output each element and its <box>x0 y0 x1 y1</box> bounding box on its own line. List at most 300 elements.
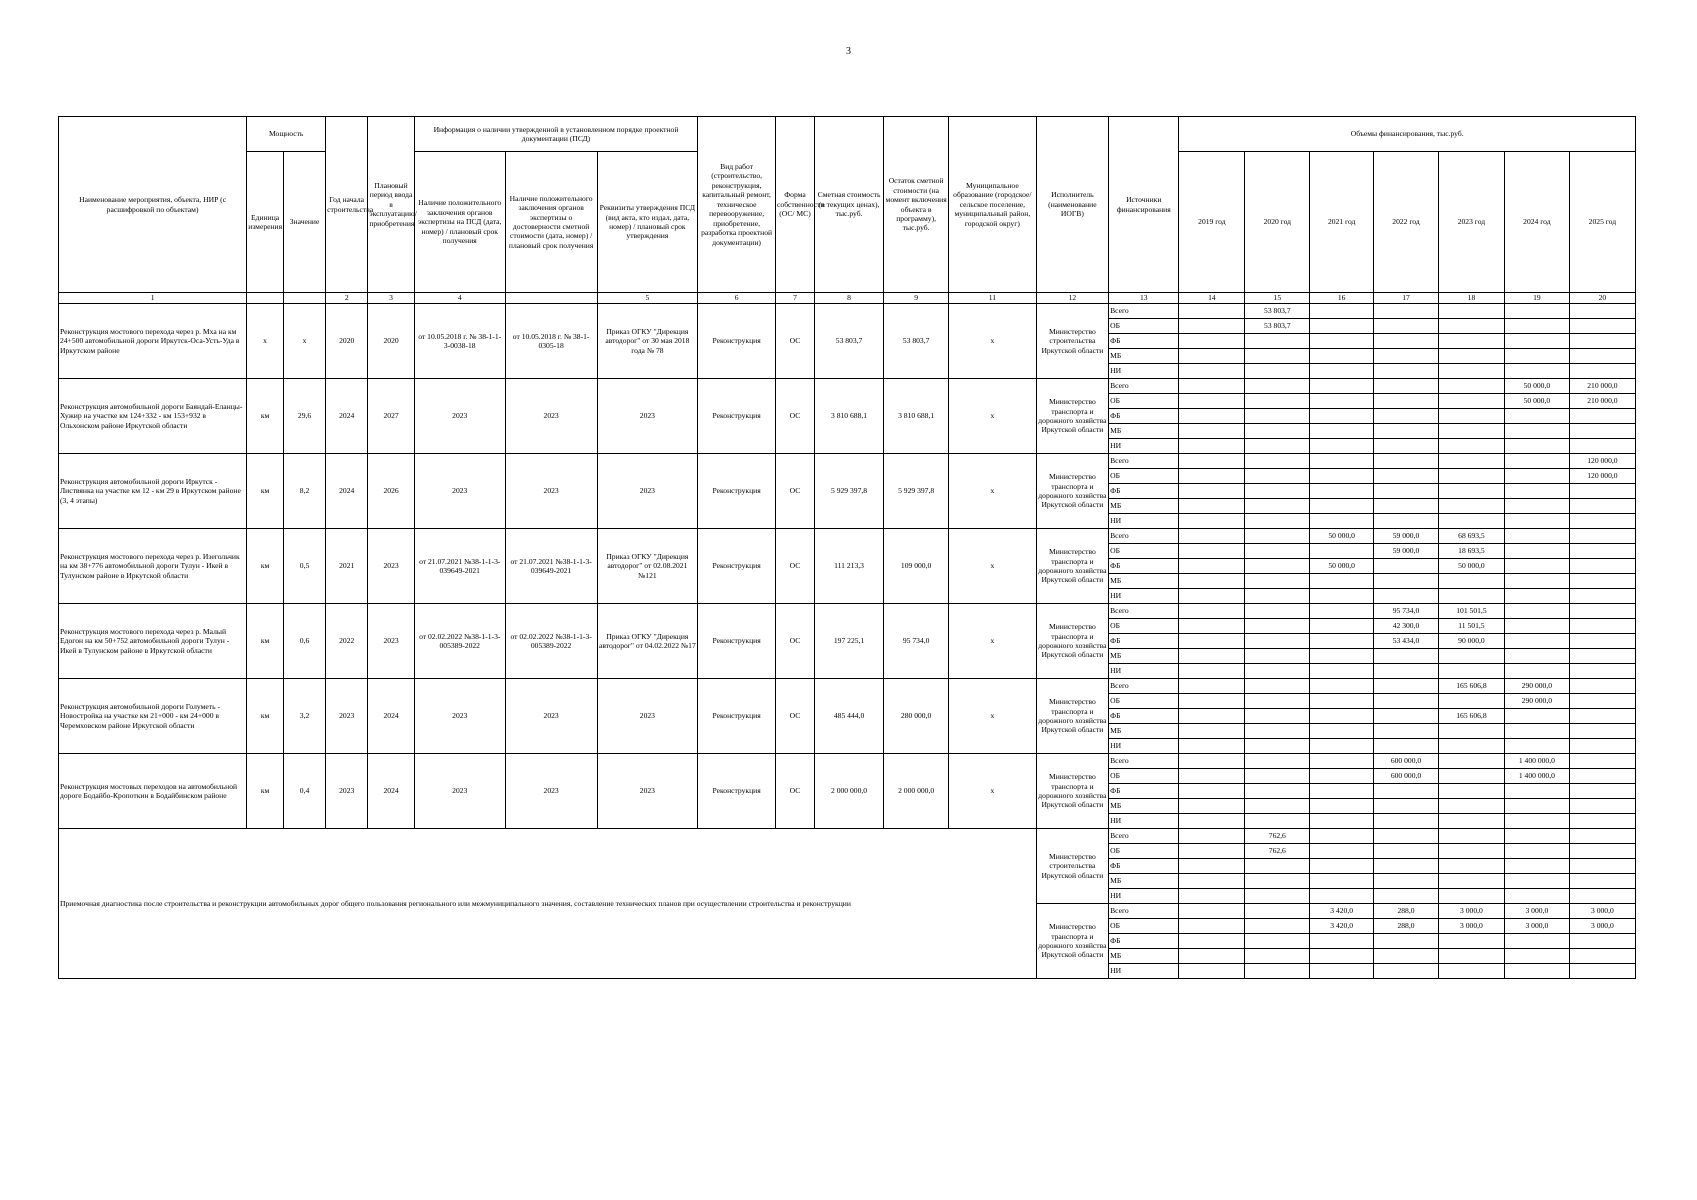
funding-value <box>1310 439 1374 454</box>
funding-value <box>1569 439 1635 454</box>
funding-value: 1 400 000,0 <box>1504 754 1569 769</box>
funding-value <box>1438 769 1504 784</box>
funding-value <box>1245 649 1310 664</box>
funding-value <box>1504 934 1569 949</box>
project-psd-requisites: Приказ ОГКУ "Дирекция автодорог" от 04.02.2022 №17 <box>597 604 698 679</box>
funding-value <box>1179 559 1245 574</box>
funding-value <box>1569 844 1635 859</box>
funding-value <box>1374 814 1439 829</box>
header-psd-info: Информация о наличии утвержденной в установленном порядке проектной документации (ПСД) <box>414 117 697 152</box>
project-executor: Министерство транспорта и дорожного хозяйства Иркутской области <box>1036 529 1108 604</box>
project-estimated-cost: 197 225,1 <box>814 604 883 679</box>
funding-value: 290 000,0 <box>1504 694 1569 709</box>
funding-value <box>1245 889 1310 904</box>
funding-value <box>1310 334 1374 349</box>
funding-value <box>1504 409 1569 424</box>
funding-value <box>1504 499 1569 514</box>
funding-value: 101 501,5 <box>1438 604 1504 619</box>
funding-source-label: Всего <box>1109 904 1179 919</box>
funding-value <box>1179 319 1245 334</box>
funding-value <box>1504 814 1569 829</box>
funding-value <box>1504 604 1569 619</box>
funding-source-label: МБ <box>1109 424 1179 439</box>
diagnostics-name: Приемочная диагностика после строительства и реконструкции автомобильных дорог общего пользования регионального или межмуниципального значения, составление технических планов при осуществлении строительства и реконструкции <box>59 829 1037 979</box>
funding-value <box>1374 349 1439 364</box>
funding-value <box>1310 784 1374 799</box>
funding-value <box>1179 604 1245 619</box>
funding-value <box>1245 454 1310 469</box>
project-executor: Министерство транспорта и дорожного хозяйства Иркутской области <box>1036 679 1108 754</box>
funding-value <box>1245 694 1310 709</box>
project-start-year: 2024 <box>326 454 368 529</box>
funding-source-label: ФБ <box>1109 334 1179 349</box>
funding-value <box>1179 694 1245 709</box>
project-value: 0,5 <box>283 529 325 604</box>
column-index-cell: 6 <box>698 293 776 304</box>
project-plan-period: 2023 <box>368 529 415 604</box>
table-body <box>59 304 1636 979</box>
funding-value <box>1179 904 1245 919</box>
project-estimated-cost: 485 444,0 <box>814 679 883 754</box>
funding-value <box>1569 664 1635 679</box>
column-index-cell: 2 <box>326 293 368 304</box>
funding-value: 3 420,0 <box>1310 904 1374 919</box>
project-ownership: ОС <box>776 679 815 754</box>
project-psd-expert: от 21.07.2021 №38-1-1-3-039649-2021 <box>414 529 505 604</box>
funding-value <box>1438 499 1504 514</box>
funding-value <box>1438 724 1504 739</box>
funding-value <box>1245 799 1310 814</box>
funding-value <box>1179 574 1245 589</box>
funding-value: 42 300,0 <box>1374 619 1439 634</box>
funding-value <box>1245 859 1310 874</box>
funding-source-label: НИ <box>1109 739 1179 754</box>
financing-table <box>58 116 1636 979</box>
funding-value <box>1310 499 1374 514</box>
funding-value <box>1504 724 1569 739</box>
funding-value: 210 000,0 <box>1569 379 1635 394</box>
funding-source-label: НИ <box>1109 664 1179 679</box>
funding-value <box>1245 664 1310 679</box>
funding-value <box>1245 739 1310 754</box>
header-psd-requisites: Реквизиты утверждения ПСД (вид акта, кто издал, дата, номер) / плановый срок утверждения <box>597 152 698 293</box>
funding-value <box>1245 394 1310 409</box>
funding-value <box>1310 694 1374 709</box>
header-ownership: Форма собственности (ОС/ МС) <box>776 117 815 293</box>
project-start-year: 2021 <box>326 529 368 604</box>
funding-value <box>1245 724 1310 739</box>
funding-value <box>1504 589 1569 604</box>
funding-value <box>1245 784 1310 799</box>
funding-value <box>1438 664 1504 679</box>
funding-value <box>1569 874 1635 889</box>
funding-source-label: НИ <box>1109 589 1179 604</box>
project-start-year: 2023 <box>326 754 368 829</box>
funding-value <box>1245 754 1310 769</box>
funding-value <box>1569 499 1635 514</box>
funding-value <box>1245 334 1310 349</box>
project-remaining-cost: 2 000 000,0 <box>884 754 949 829</box>
funding-value <box>1374 889 1439 904</box>
funding-value <box>1179 934 1245 949</box>
project-name: Реконструкция автомобильной дороги Голуметь - Новостройка на участке км 21+000 - км 24+000 в Черемховском районе Иркутской области <box>59 679 247 754</box>
funding-value <box>1438 484 1504 499</box>
funding-value <box>1179 784 1245 799</box>
funding-value <box>1310 664 1374 679</box>
funding-value <box>1504 439 1569 454</box>
funding-value <box>1438 859 1504 874</box>
project-value: 29,6 <box>283 379 325 454</box>
project-plan-period: 2024 <box>368 754 415 829</box>
funding-value <box>1569 799 1635 814</box>
funding-value <box>1438 304 1504 319</box>
column-index-cell: 11 <box>949 293 1037 304</box>
funding-value <box>1374 724 1439 739</box>
funding-value <box>1179 829 1245 844</box>
funding-value <box>1179 334 1245 349</box>
funding-value <box>1374 844 1439 859</box>
funding-value: 165 606,8 <box>1438 679 1504 694</box>
funding-value <box>1310 649 1374 664</box>
project-unit: км <box>247 529 284 604</box>
project-remaining-cost: 5 929 397,8 <box>884 454 949 529</box>
funding-value: 68 693,5 <box>1438 529 1504 544</box>
funding-value: 11 501,5 <box>1438 619 1504 634</box>
project-municipality: х <box>949 454 1037 529</box>
header-sources: Источники финансирования <box>1109 117 1179 293</box>
funding-value <box>1179 739 1245 754</box>
funding-value <box>1569 589 1635 604</box>
project-psd-requisites: 2023 <box>597 679 698 754</box>
funding-value <box>1245 364 1310 379</box>
funding-source-label: НИ <box>1109 439 1179 454</box>
funding-source-label: МБ <box>1109 649 1179 664</box>
column-index-cell: 7 <box>776 293 815 304</box>
project-plan-period: 2027 <box>368 379 415 454</box>
funding-value <box>1569 319 1635 334</box>
funding-value <box>1569 574 1635 589</box>
column-index-cell: 20 <box>1569 293 1635 304</box>
funding-value <box>1374 394 1439 409</box>
funding-value <box>1569 724 1635 739</box>
project-municipality: х <box>949 529 1037 604</box>
page-number: 3 <box>846 46 851 57</box>
funding-value <box>1569 424 1635 439</box>
project-work-type: Реконструкция <box>698 754 776 829</box>
funding-source-label: ФБ <box>1109 484 1179 499</box>
funding-value <box>1374 589 1439 604</box>
funding-value <box>1569 604 1635 619</box>
funding-value <box>1438 934 1504 949</box>
funding-value <box>1374 334 1439 349</box>
funding-value <box>1310 364 1374 379</box>
project-unit: км <box>247 379 284 454</box>
funding-value <box>1179 394 1245 409</box>
funding-value <box>1245 604 1310 619</box>
funding-source-label: ОБ <box>1109 844 1179 859</box>
project-psd-expert: 2023 <box>414 754 505 829</box>
funding-value <box>1438 439 1504 454</box>
funding-source-label: ОБ <box>1109 769 1179 784</box>
funding-value <box>1438 649 1504 664</box>
funding-value <box>1310 829 1374 844</box>
funding-value: 165 606,8 <box>1438 709 1504 724</box>
funding-value <box>1504 334 1569 349</box>
header-start-year: Год начала строительства <box>326 117 368 293</box>
project-executor: Министерство транспорта и дорожного хозяйства Иркутской области <box>1036 454 1108 529</box>
table-row <box>59 754 1636 769</box>
funding-value <box>1374 949 1439 964</box>
project-ownership: ОС <box>776 754 815 829</box>
funding-value <box>1504 844 1569 859</box>
funding-value <box>1179 469 1245 484</box>
funding-value <box>1179 844 1245 859</box>
project-estimated-cost: 111 213,3 <box>814 529 883 604</box>
project-remaining-cost: 109 000,0 <box>884 529 949 604</box>
funding-value <box>1245 514 1310 529</box>
column-index-cell: 17 <box>1374 293 1439 304</box>
funding-value <box>1310 859 1374 874</box>
funding-value <box>1569 529 1635 544</box>
diagnostics-executor: Министерство транспорта и дорожного хозяйства Иркутской области <box>1036 904 1108 979</box>
project-work-type: Реконструкция <box>698 379 776 454</box>
project-remaining-cost: 3 810 688,1 <box>884 379 949 454</box>
funding-value <box>1438 394 1504 409</box>
funding-value <box>1504 739 1569 754</box>
project-municipality: х <box>949 379 1037 454</box>
project-name: Реконструкция мостовых переходов на автомобильной дороге Бодайбо-Кропоткин в Бодайбинском районе <box>59 754 247 829</box>
column-index-cell: 13 <box>1109 293 1179 304</box>
funding-source-label: МБ <box>1109 799 1179 814</box>
funding-value <box>1310 709 1374 724</box>
project-work-type: Реконструкция <box>698 454 776 529</box>
funding-value <box>1374 874 1439 889</box>
funding-source-label: Всего <box>1109 604 1179 619</box>
project-name: Реконструкция мостового перехода через р. Мха на км 24+500 автомобильной дороги Иркутск-Оса-Усть-Уда в Иркутском районе <box>59 304 247 379</box>
funding-value <box>1179 439 1245 454</box>
funding-value: 762,6 <box>1245 844 1310 859</box>
funding-value <box>1374 319 1439 334</box>
funding-value <box>1310 679 1374 694</box>
funding-value <box>1179 379 1245 394</box>
funding-value <box>1245 634 1310 649</box>
funding-value <box>1310 304 1374 319</box>
funding-value <box>1374 799 1439 814</box>
funding-value <box>1569 334 1635 349</box>
funding-value <box>1504 454 1569 469</box>
funding-source-label: ФБ <box>1109 709 1179 724</box>
funding-value <box>1569 694 1635 709</box>
funding-value <box>1179 364 1245 379</box>
funding-value <box>1438 454 1504 469</box>
funding-value <box>1179 769 1245 784</box>
funding-value: 3 000,0 <box>1504 919 1569 934</box>
funding-source-label: Всего <box>1109 679 1179 694</box>
header-work-type: Вид работ (строительство, реконструкция, капитальный ремонт, техническое перевооружение, приобретение, разработка проектной документации) <box>698 117 776 293</box>
project-work-type: Реконструкция <box>698 604 776 679</box>
funding-value <box>1245 904 1310 919</box>
column-index-cell: 4 <box>414 293 505 304</box>
column-index-cell: 8 <box>814 293 883 304</box>
column-index-cell: 3 <box>368 293 415 304</box>
project-name: Реконструкция мостового перехода через р. Малый Едогон на км 50+752 автомобильной дороги Тулун - Икей в Тулунском районе в Иркутской области <box>59 604 247 679</box>
funding-value <box>1179 304 1245 319</box>
funding-value: 90 000,0 <box>1438 634 1504 649</box>
funding-value <box>1438 334 1504 349</box>
table-row <box>59 379 1636 394</box>
funding-value <box>1245 379 1310 394</box>
funding-value <box>1310 934 1374 949</box>
funding-value <box>1179 709 1245 724</box>
project-executor: Министерство строительства Иркутской области <box>1036 304 1108 379</box>
funding-value <box>1504 949 1569 964</box>
funding-source-label: Всего <box>1109 829 1179 844</box>
funding-value <box>1504 424 1569 439</box>
funding-value <box>1569 679 1635 694</box>
column-index-cell: 14 <box>1179 293 1245 304</box>
funding-value <box>1374 574 1439 589</box>
funding-value <box>1374 379 1439 394</box>
funding-value: 288,0 <box>1374 919 1439 934</box>
funding-value <box>1310 964 1374 979</box>
funding-value <box>1374 829 1439 844</box>
project-estimated-cost: 3 810 688,1 <box>814 379 883 454</box>
funding-value <box>1374 739 1439 754</box>
funding-value <box>1438 799 1504 814</box>
funding-value <box>1245 559 1310 574</box>
funding-value: 59 000,0 <box>1374 544 1439 559</box>
funding-value <box>1569 754 1635 769</box>
funding-value <box>1245 874 1310 889</box>
funding-source-label: ФБ <box>1109 634 1179 649</box>
funding-value <box>1245 814 1310 829</box>
funding-value: 600 000,0 <box>1374 769 1439 784</box>
funding-value <box>1569 814 1635 829</box>
funding-value: 53 434,0 <box>1374 634 1439 649</box>
funding-source-label: ОБ <box>1109 694 1179 709</box>
funding-value <box>1504 799 1569 814</box>
funding-value <box>1438 409 1504 424</box>
funding-value <box>1569 889 1635 904</box>
funding-value <box>1374 859 1439 874</box>
funding-value <box>1504 319 1569 334</box>
funding-value <box>1310 394 1374 409</box>
funding-value: 53 803,7 <box>1245 319 1310 334</box>
funding-value <box>1569 514 1635 529</box>
funding-value <box>1504 529 1569 544</box>
funding-value <box>1374 469 1439 484</box>
table-row <box>59 304 1636 319</box>
column-index-cell: 9 <box>884 293 949 304</box>
funding-value <box>1569 634 1635 649</box>
funding-value <box>1245 439 1310 454</box>
project-plan-period: 2023 <box>368 604 415 679</box>
funding-source-label: Всего <box>1109 379 1179 394</box>
header-year-2019: 2019 год <box>1179 152 1245 293</box>
funding-source-label: ФБ <box>1109 784 1179 799</box>
funding-value <box>1438 964 1504 979</box>
funding-value <box>1310 589 1374 604</box>
header-psd-cost-expert: Наличие положительного заключения органов экспертизы о достоверности сметной стоимости (дата, номер) / плановый срок получения <box>505 152 597 293</box>
funding-source-label: ОБ <box>1109 919 1179 934</box>
funding-value <box>1310 379 1374 394</box>
header-plan-period: Плановый период ввода в эксплуатацию/приобретения <box>368 117 415 293</box>
header-year-2023: 2023 год <box>1438 152 1504 293</box>
funding-value <box>1374 424 1439 439</box>
project-estimated-cost: 53 803,7 <box>814 304 883 379</box>
funding-value <box>1310 544 1374 559</box>
project-value: 0,4 <box>283 754 325 829</box>
funding-source-label: Всего <box>1109 304 1179 319</box>
funding-value <box>1179 619 1245 634</box>
project-psd-requisites: Приказ ОГКУ "Дирекция автодорог" от 02.08.2021 №121 <box>597 529 698 604</box>
funding-value: 50 000,0 <box>1310 559 1374 574</box>
header-year-2022: 2022 год <box>1374 152 1439 293</box>
funding-value <box>1179 424 1245 439</box>
funding-value <box>1374 709 1439 724</box>
funding-value <box>1179 919 1245 934</box>
funding-source-label: Всего <box>1109 454 1179 469</box>
funding-value <box>1374 439 1439 454</box>
funding-value <box>1179 454 1245 469</box>
project-psd-requisites: 2023 <box>597 454 698 529</box>
header-funding: Объемы финансирования, тыс.руб. <box>1179 117 1636 152</box>
funding-value <box>1438 874 1504 889</box>
funding-value <box>1245 409 1310 424</box>
funding-value <box>1438 829 1504 844</box>
funding-source-label: МБ <box>1109 574 1179 589</box>
project-name: Реконструкция мостового перехода через р. Изегольчик на км 38+776 автомобильной дороги Тулун - Икей в Тулунском районе в Иркутской области <box>59 529 247 604</box>
funding-value <box>1569 964 1635 979</box>
project-municipality: х <box>949 604 1037 679</box>
project-plan-period: 2024 <box>368 679 415 754</box>
funding-value <box>1569 619 1635 634</box>
funding-value <box>1310 739 1374 754</box>
funding-value <box>1374 514 1439 529</box>
funding-value <box>1374 499 1439 514</box>
funding-source-label: НИ <box>1109 814 1179 829</box>
project-municipality: х <box>949 754 1037 829</box>
funding-value: 3 000,0 <box>1438 904 1504 919</box>
project-estimated-cost: 2 000 000,0 <box>814 754 883 829</box>
funding-value <box>1569 349 1635 364</box>
funding-value <box>1504 364 1569 379</box>
header-year-2021: 2021 год <box>1310 152 1374 293</box>
table-row <box>59 829 1636 844</box>
funding-value: 95 734,0 <box>1374 604 1439 619</box>
project-start-year: 2023 <box>326 679 368 754</box>
funding-value <box>1504 829 1569 844</box>
funding-value <box>1374 964 1439 979</box>
funding-value <box>1374 664 1439 679</box>
project-plan-period: 2026 <box>368 454 415 529</box>
header-unit: Единица измерения <box>247 152 284 293</box>
funding-value: 288,0 <box>1374 904 1439 919</box>
funding-source-label: Всего <box>1109 529 1179 544</box>
funding-value <box>1438 319 1504 334</box>
funding-value <box>1438 514 1504 529</box>
funding-value <box>1179 799 1245 814</box>
funding-value <box>1245 424 1310 439</box>
funding-value <box>1245 919 1310 934</box>
funding-value <box>1569 739 1635 754</box>
funding-source-label: НИ <box>1109 514 1179 529</box>
project-psd-cost-expert: от 10.05.2018 г. № 38-1-0305-18 <box>505 304 597 379</box>
project-psd-expert: от 10.05.2018 г. № 38-1-1-3-0038-18 <box>414 304 505 379</box>
funding-value: 50 000,0 <box>1438 559 1504 574</box>
project-psd-expert: от 02.02.2022 №38-1-1-3-005389-2022 <box>414 604 505 679</box>
project-psd-requisites: 2023 <box>597 754 698 829</box>
